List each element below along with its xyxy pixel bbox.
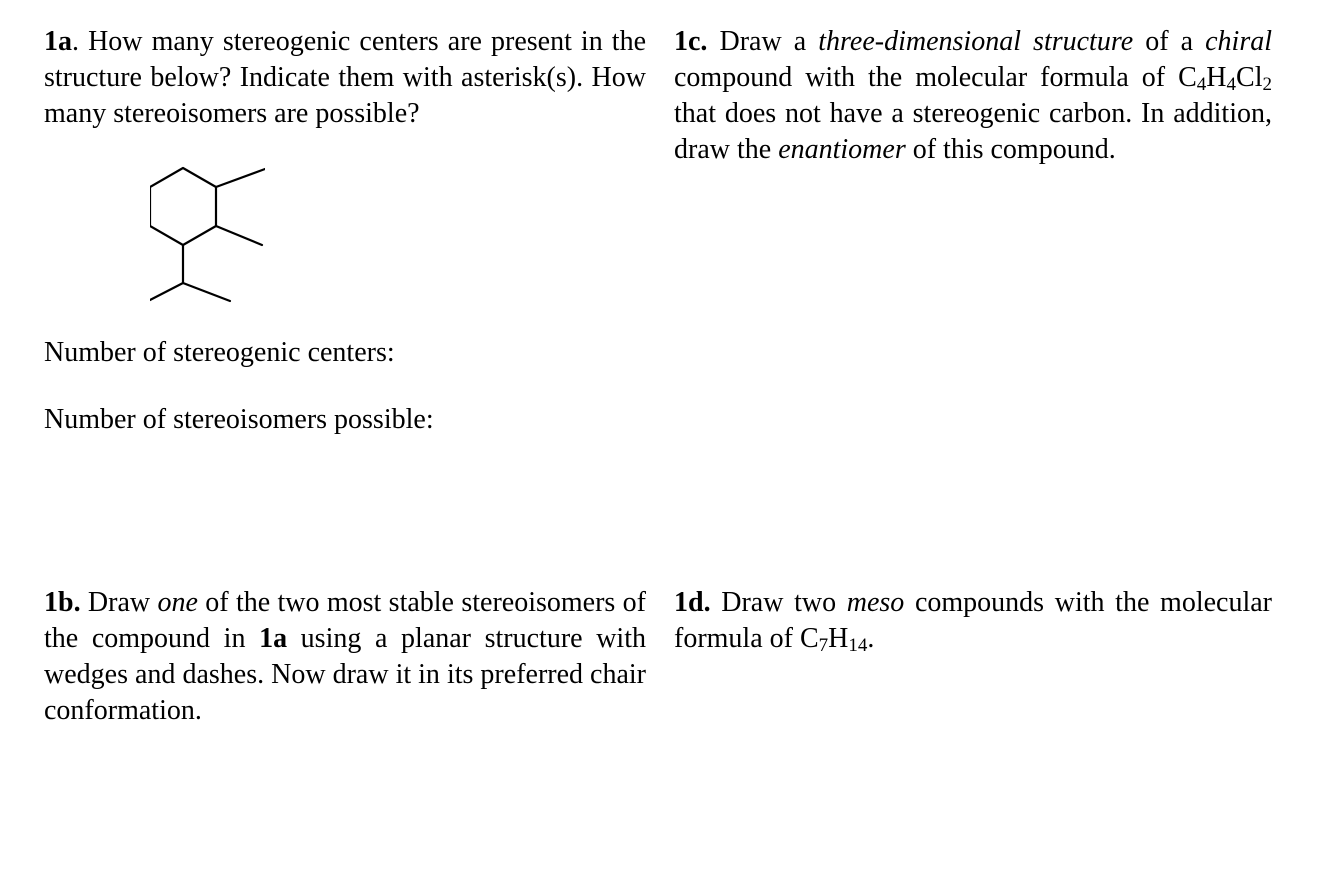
formula-subscript-c: 7 bbox=[818, 635, 829, 656]
question-1d-text-2: compounds with the molecular formula of C bbox=[674, 587, 1272, 654]
question-1b bbox=[44, 585, 646, 729]
question-1b-text-2: of the two most stable stereoisomers of the compound in bbox=[44, 587, 646, 654]
stereoisomers-answer-label: Number of stereoisomers possible: bbox=[44, 404, 434, 435]
isopropyl-methyl-right bbox=[183, 283, 230, 301]
question-1c-number: 1c. bbox=[674, 26, 708, 57]
methyl-bond-upper bbox=[216, 169, 265, 187]
question-1c bbox=[674, 24, 1272, 168]
question-1c-text-5: Cl bbox=[1236, 62, 1263, 93]
question-1b-emphasis: one bbox=[157, 587, 198, 618]
cyclohexane-ring bbox=[150, 168, 216, 245]
stereogenic-centers-answer-label: Number of stereogenic centers: bbox=[44, 337, 395, 368]
isopropyl-methyl-left bbox=[150, 283, 183, 300]
question-1b-number: 1b. bbox=[44, 587, 81, 618]
question-1c-text-7: of this compound. bbox=[905, 134, 1116, 165]
question-1c-emphasis-1: three-dimensional structure bbox=[818, 26, 1134, 57]
question-1c-text-4: H bbox=[1206, 62, 1227, 93]
question-1b-reference: 1a bbox=[259, 623, 288, 654]
question-1b-text-1: Draw bbox=[80, 587, 158, 618]
question-1a bbox=[44, 24, 646, 132]
question-1c-emphasis-3: enantiomer bbox=[778, 134, 906, 165]
question-1b-text-3: using a planar structure with wedges and dashes. Now draw it in its preferred chair conformation. bbox=[44, 623, 646, 726]
question-1a-number: 1a bbox=[44, 26, 72, 57]
question-1c-text-2: of a bbox=[1133, 26, 1206, 57]
question-1d bbox=[674, 585, 1272, 657]
question-1d-number: 1d. bbox=[674, 587, 711, 618]
question-1a-text: . How many stereogenic centers are present in the structure below? Indicate them with asterisk(s). How many stereoisomers are possible? bbox=[44, 26, 646, 129]
question-1d-text-1: Draw two bbox=[710, 587, 847, 618]
methyl-bond-lower bbox=[216, 226, 262, 245]
question-1c-text-1: Draw a bbox=[707, 26, 819, 57]
skeletal-structure-diagram bbox=[150, 160, 265, 305]
question-1d-text-4: . bbox=[867, 623, 875, 654]
question-1c-text-6: that does not have a stereogenic carbon. In addition, draw the bbox=[674, 98, 1272, 165]
formula-subscript-cl: 2 bbox=[1262, 74, 1272, 95]
question-1c-text-3: compound with the molecular formula of C bbox=[674, 62, 1197, 93]
question-1d-text-3: H bbox=[828, 623, 849, 654]
question-1c-emphasis-2: chiral bbox=[1205, 26, 1272, 57]
formula-subscript-h: 14 bbox=[848, 635, 868, 656]
formula-subscript-c: 4 bbox=[1196, 74, 1207, 95]
question-1d-emphasis: meso bbox=[846, 587, 905, 618]
formula-subscript-h: 4 bbox=[1226, 74, 1237, 95]
